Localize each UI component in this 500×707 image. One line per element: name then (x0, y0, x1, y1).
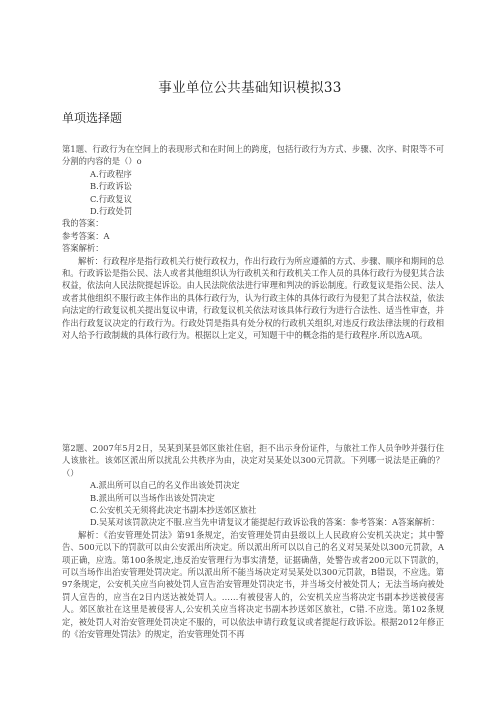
option-c: C.行政复议 (90, 193, 132, 204)
reference-answer: 参考答案：A (62, 230, 110, 241)
option-b: B.行政诉讼 (90, 181, 132, 192)
section-heading: 单项选择题 (62, 111, 123, 125)
explanation-text: 解析：行政程序是指行政机关行使行政权力，作出行政行为所应遵循的方式、步骤、顺序和期间的总和。行政诉讼是指公民、法人或者其他组织认为行政机关和行政机关工作人员的具体行政行为侵犯其合法权益，依法向人民法院提起诉讼。由人民法院依法进行审理和判决的诉讼制度。行政复议是指公民、法人或者其他组织不服行政主体作出的具体行政行为，认为行政主体的具体行政行为侵犯了其合法权益，依法向法定的行政复议机关提出复议申请，行政复议机关依法对该具体行政行为进行合法性、适当性审查，并作出行政复议决定的行政行为。行政处罚是指具有处分权的行政机关组织,对违反行政法律法规的行政相对人给予行政制裁的具体行政行为。根据以上定义，可知题干中的概念指的是行政程序.所以选A项。 (62, 255, 444, 341)
my-answer-label: 我的答案： (62, 218, 104, 229)
question-stem: 第1题、行政行为在空间上的表现形式和在时间上的跨度，包括行政行为方式、步骤、次序、时限等不可分割的内容的是（）o (62, 144, 444, 167)
option-d-and-answer: D.吴某对该罚款决定不服.应当先申请复议才能提起行政诉讼我的答案：参考答案：A答案解析： (90, 517, 440, 528)
option-a: A.行政程序 (90, 168, 132, 179)
question-1 (62, 143, 444, 342)
question-2 (62, 442, 444, 641)
option-d: D.行政处罚 (90, 206, 133, 217)
option-a: A.派出所可以自己的名义作出该处罚决定 (90, 480, 240, 491)
document-title: 事业单位公共基础知识模拟33 (158, 80, 342, 96)
option-c: C.公安机关无须将此决定书副本抄送郊区旅社 (90, 505, 257, 516)
explanation-label: 答案解析： (62, 243, 104, 254)
explanation-text: 解析：《治安管理处罚法》第91条规定，治安管理处罚由县级以上人民政府公安机关决定；其中警告、500元以下的罚款可以由公安派出所决定。所以派出所可以以自己的名义对吴某处以300元罚款，A项正确，应选。第100条规定,违反治安管理行为事实清楚，证据确凿，处警告或者200元以下罚款的，可以当场作出治安管理处罚决定。所以派出所不能当场决定对吴某处以300元罚款，B错误，不应选。第97条规定，公安机关应当向被处罚人宣告治安管理处罚决定书，并当场交付被处罚人；无法当场向被处罚人宣告的，应当在2日内送达被处罚人。……有被侵害人的，公安机关应当将决定书副本抄送被侵害人。郊区旅社在这里是被侵害人,公安机关应当将决定书副本抄送郊区旅社，C错.不应选。第102条规定，被处罚人对治安管理处罚决定不服的，可以依法申请行政复议或者提起行政诉讼。根据2012年修正的《治安管理处罚法》的规定，治安管理处罚不再 (62, 529, 444, 640)
option-b: B.派出所可以当场作出该处罚决定 (90, 492, 215, 503)
question-stem: 第2题、2007年5月2日，吴某到某县郊区旅社住宿，拒不出示身份证件，与旅社工作人员争吵并强行住人该旅社。该郊区派出所以扰乱公共秩序为由，决定对吴某处以300元罚款。下列哪一说法是正确的？（） (62, 443, 444, 478)
